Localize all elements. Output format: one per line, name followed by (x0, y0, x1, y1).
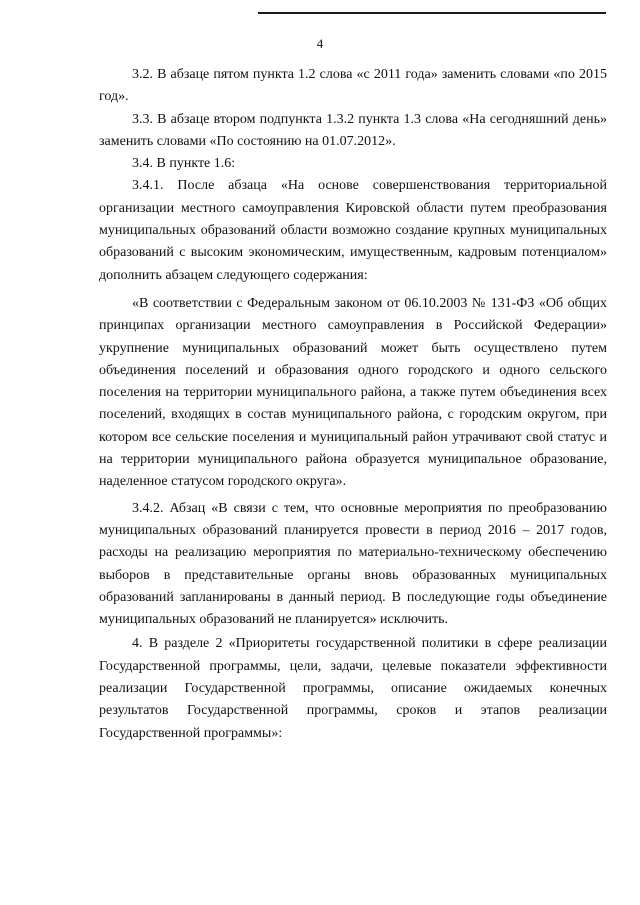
paragraph-quote: «В соответствии с Федеральным законом от 06.10.2003 № 131-ФЗ «Об общих принципах организации местного самоуправления в Российской Федерации» укрупнение муниципальных образований может быть осуществлено путем объединения поселений и образования одного городского и одного сельского поселения на территории муниципального района, а также путем объединения всех поселений, входящих в состав муниципального района, с городским округом, при котором все сельские поселения и муниципальный район утрачивают свой статус и на территории муниципального района образуется муниципальное образование, наделенное статусом городского округа». (99, 295, 607, 490)
header-rule (258, 12, 606, 14)
paragraph-3-3: 3.3. В абзаце втором подпункта 1.3.2 пункта 1.3 слова «На сегодняшний день» заменить словами «По состоянию на 01.07.2012». (99, 111, 607, 149)
paragraph-3-4-1: 3.4.1. После абзаца «На основе совершенствования территориальной организации местного самоуправления Кировской области путем преобразования муниципальных образований области возможно создание крупных муниципальных образований с высоким экономическим, имущественным, кадровым потенциалом» дополнить абзацем следующего содержания: (99, 178, 607, 283)
paragraph-3-2: 3.2. В абзаце пятом пункта 1.2 слова «с 2011 года» заменить словами «по 2015 год». (99, 67, 607, 105)
document-body (99, 64, 607, 745)
paragraph-3-4: 3.4. В пункте 1.6: (132, 156, 236, 172)
paragraph-4: 4. В разделе 2 «Приоритеты государственной политики в сфере реализации Государственной программы, цели, задачи, целевые показатели эффективности реализации Государственной программы, описание ожидаемых конечных результатов Государственной программы, сроков и этапов реализации Государственной программы»: (99, 636, 607, 741)
paragraph-3-4-2: 3.4.2. Абзац «В связи с тем, что основные мероприятия по преобразованию муниципальных образований планируется провести в период 2016 – 2017 годов, расходы на реализацию мероприятия по материально-техническому обеспечению выборов в представительные органы вновь образованных муниципальных образований запланированы в данный период. В последующие годы объединение муниципальных образований не планируется» исключить. (99, 500, 607, 628)
page-number: 4 (316, 36, 324, 51)
